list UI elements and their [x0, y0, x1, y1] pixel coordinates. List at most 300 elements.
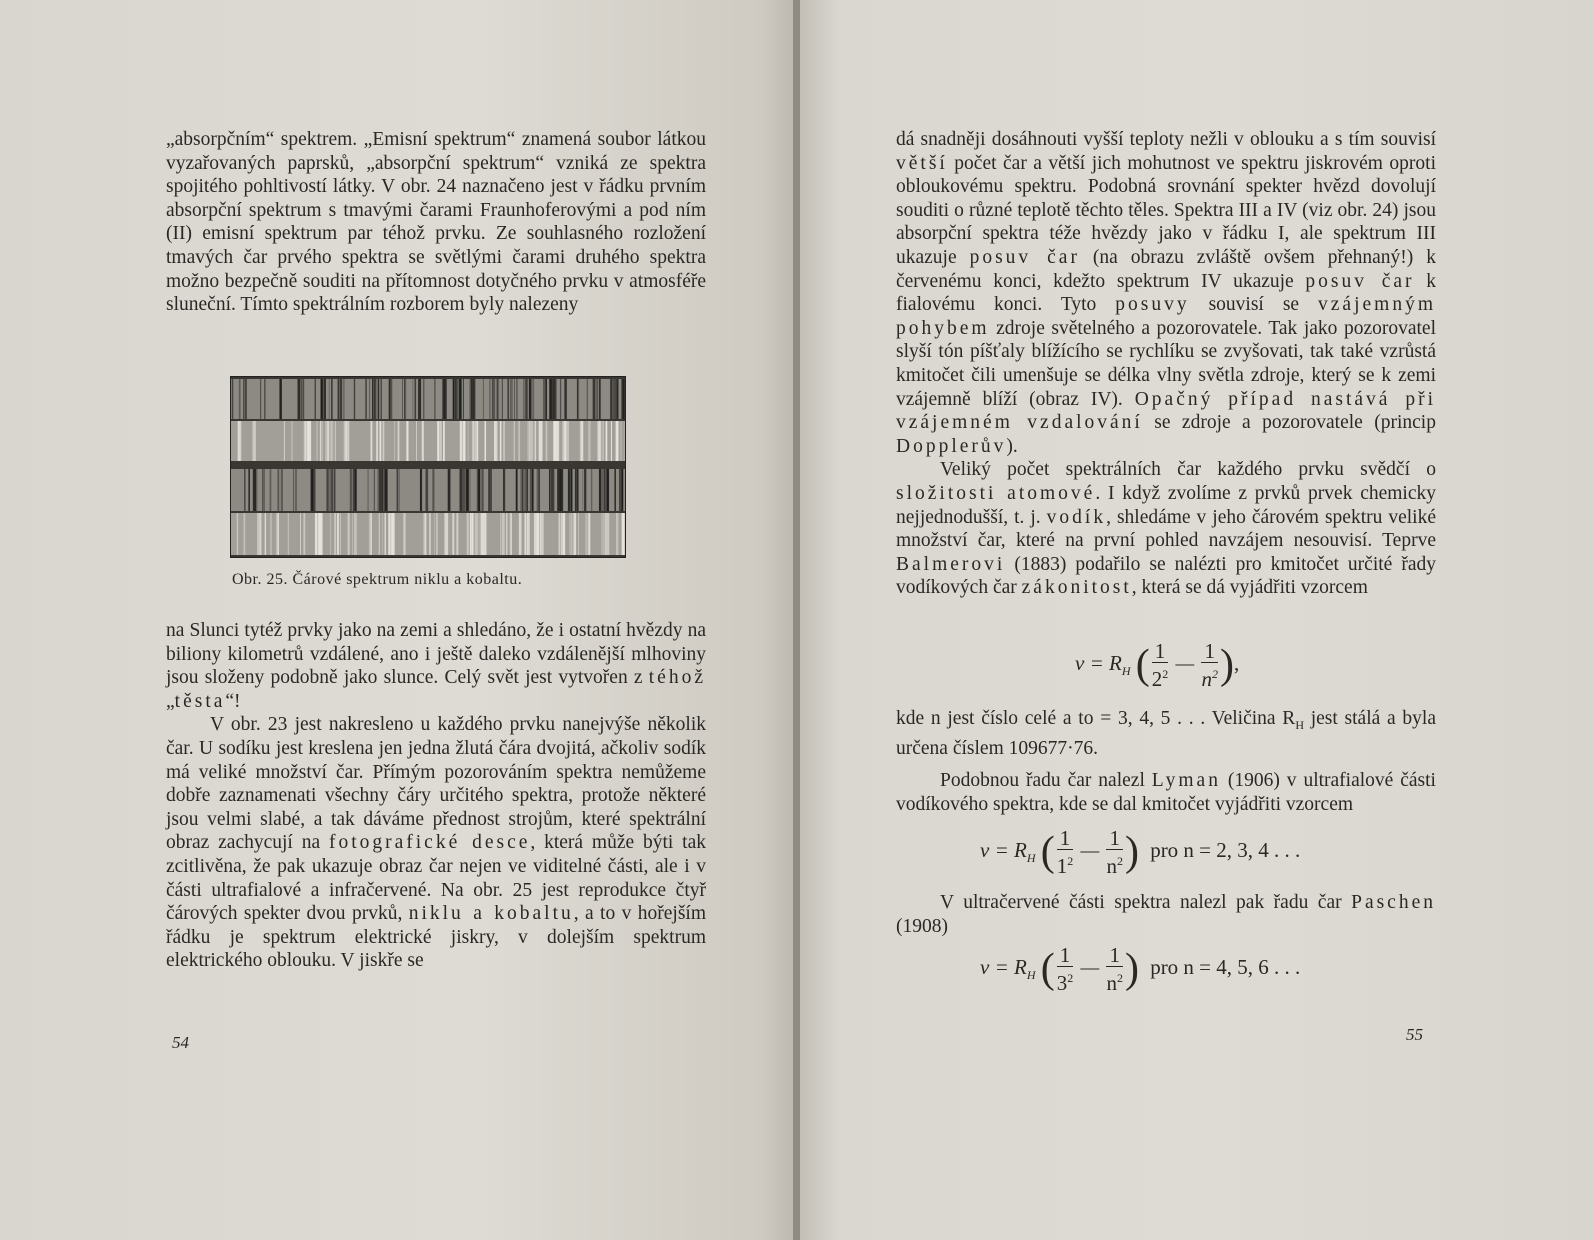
text: , a to v hořejším řádku je spektrum elektrické jiskry, v dolejším spektrum elektrického oblouku. V jiskře se — [166, 903, 706, 972]
spectrum-line — [414, 379, 416, 419]
spectrum-line — [617, 513, 619, 555]
paragraph — [166, 713, 706, 973]
spectrum-line — [423, 379, 424, 419]
spectrum-line — [511, 379, 513, 419]
spectrum-line — [388, 513, 389, 555]
spectrum-line — [253, 469, 255, 511]
formula-subscript: H — [1026, 851, 1036, 865]
spectrum-line — [470, 513, 471, 555]
spectrum-line — [551, 379, 553, 419]
spectrum-line — [413, 379, 414, 419]
spectrum-line — [556, 421, 557, 461]
figure-caption: Obr. 25. Čárové spektrum niklu a kobaltu. — [232, 571, 523, 588]
book-gutter — [793, 0, 800, 1240]
right-text-2 — [896, 707, 1436, 816]
spectrum-line — [531, 469, 532, 511]
spectrum-line — [475, 421, 477, 461]
spectrum-line — [481, 513, 483, 555]
spaced-text: niklu a kobaltu — [408, 903, 574, 925]
spectrum-line — [606, 421, 607, 461]
spectrum-line — [322, 379, 323, 419]
spectrum-line — [350, 469, 352, 511]
spectrum-line — [255, 421, 256, 461]
spectrum-line — [330, 513, 331, 555]
spectrum-line — [621, 379, 622, 419]
spectrum-line — [303, 513, 305, 555]
spectrum-line — [577, 469, 579, 511]
spectrum-line — [461, 379, 462, 419]
spectrum-line — [399, 469, 400, 511]
spectrum-line — [379, 469, 380, 511]
spectrum-line — [506, 513, 507, 555]
spectrum-line — [260, 379, 261, 419]
numerator: 1 — [1106, 827, 1123, 850]
text: kde n jest číslo celé a to = 3, 4, 5 . . . Veličina R — [896, 708, 1296, 729]
numerator: 1 — [1057, 944, 1074, 967]
spectrum-line — [472, 513, 474, 555]
text: (na obrazu zvláště ovšem přehnaný!) k červenému konci, kdežto spektrum IV ukazuje — [896, 246, 1436, 292]
spectrum-line — [352, 513, 353, 555]
spectrum-line — [604, 513, 605, 555]
spectrum-line — [426, 469, 428, 511]
spectrum-line — [402, 379, 403, 419]
spectrum-line — [618, 421, 619, 461]
spectrum-line — [562, 421, 564, 461]
spectrum-line — [489, 379, 490, 419]
spectrum-line — [419, 379, 421, 419]
formula-tail: pro n = 4, 5, 6 . . . — [1150, 954, 1301, 979]
spectrum-line — [604, 469, 606, 511]
spectrum-line — [470, 379, 471, 419]
spectrum-line — [561, 513, 563, 555]
spectrum-line — [535, 421, 536, 461]
spectrum-line — [243, 379, 244, 419]
spectrum-line — [488, 469, 490, 511]
spectrum-line — [260, 513, 261, 555]
paren: ) — [1219, 642, 1234, 688]
spectrum-line — [561, 513, 562, 555]
spectrum-line — [584, 469, 586, 511]
spectrum-line — [355, 469, 357, 511]
paren: ( — [1040, 829, 1055, 875]
spectrum-line — [564, 513, 565, 555]
spectrum-line — [460, 469, 462, 511]
spectrum-line — [263, 469, 265, 511]
spectrum-line — [478, 469, 479, 511]
spectrum-line — [264, 379, 266, 419]
denominator: $n^2$ — [1106, 854, 1123, 878]
spectrum-line — [588, 513, 590, 555]
spectrum-line — [469, 469, 470, 511]
spectrum-line — [354, 379, 355, 419]
spectrum-line — [463, 379, 464, 419]
spectrum-line — [500, 421, 501, 461]
spectrum-line — [321, 513, 323, 555]
spectrum-line — [485, 513, 487, 555]
spectrum-line — [281, 379, 282, 419]
spectrum-line — [331, 379, 332, 419]
spectrum-line — [293, 469, 294, 511]
spectrum-line — [425, 513, 426, 555]
spectrum-line — [284, 421, 285, 461]
paragraph: „absorpčním“ spektrem. „Emisní spektrum“ znamená soubor látkou vyzařovaných paprsků, „absorpční spektrum“ vzniká ze spektra spojitého pohltivostí látky. V obr. 24 naznačeno jest v řádku prvním absorpční spektrum s tmavými čarami Fraunhoferovými a pod ním (II) emisní spektrum par téhož prvku. Ze souhlasného rozložení tmavých čar prvého spektra se světlými čarami druhého spektra možno bezpečně souditi na přítomnost dotyčného prvku v atmosféře sluneční. Tímto spektrálním rozborem byly nalezeny — [166, 129, 706, 316]
text: ). — [1006, 435, 1018, 457]
spectrum-line — [510, 379, 511, 419]
paragraph — [166, 619, 706, 713]
text: zdroje světelného a pozorovatele. Tak jako pozorovatel slyší tón píšťaly blížícího se rychlíku se zvyšovati, tak také vzrůstá kmitočet čili umenšuje se délka vlny světla zdroje, který se k zemi vzájemně blíží (obraz IV). — [896, 317, 1436, 410]
formula-lhs: ν = R — [1075, 650, 1122, 675]
spaced-text: posuv čar — [1305, 270, 1415, 292]
spectrum-line — [448, 469, 450, 511]
spectrum-line — [378, 379, 379, 419]
spectrum-line — [335, 421, 336, 461]
spectrum-line — [594, 379, 595, 419]
spectrum-line — [601, 513, 602, 555]
spectrum-line — [538, 513, 540, 555]
spectrum-line — [434, 379, 435, 419]
spectrum-line — [271, 513, 272, 555]
paren: ( — [1040, 946, 1055, 992]
spectrum-line — [516, 469, 517, 511]
spectrum-line — [596, 379, 597, 419]
spectrum-line — [473, 421, 474, 461]
spectrum-line — [331, 421, 332, 461]
denominator: $n^2$ — [1106, 971, 1123, 995]
spectrum-line — [605, 513, 606, 555]
spectrum-line — [300, 513, 301, 555]
page-number: 55 — [1406, 1025, 1423, 1044]
spectrum-line — [540, 513, 541, 555]
spectrum-line — [467, 513, 469, 555]
spectrum-line — [483, 513, 485, 555]
spectrum-line — [309, 421, 311, 461]
spectrum-line — [420, 469, 422, 511]
spectrum-line — [477, 469, 478, 511]
spectrum-line — [481, 469, 483, 511]
spectrum-line — [337, 513, 339, 555]
right-text — [896, 128, 1436, 600]
paragraph — [896, 458, 1436, 600]
spectrum-line — [480, 513, 481, 555]
paragraph — [896, 707, 1436, 761]
spectrum-line — [490, 469, 492, 511]
spaced-text: složitosti atomové — [896, 482, 1096, 504]
spectrum-line — [278, 513, 279, 555]
numerator: 1 — [1057, 827, 1074, 850]
spectrum-line — [374, 469, 375, 511]
spectrum-line — [503, 421, 504, 461]
spectrum-line — [457, 379, 458, 419]
spectrum-line — [516, 379, 517, 419]
spectrum-line — [322, 421, 323, 461]
spectrum-line — [574, 513, 576, 555]
spectrum-line — [288, 513, 289, 555]
spectrum-line — [565, 379, 567, 419]
formula-lhs: ν = R — [980, 837, 1027, 862]
spectrum-line — [232, 379, 233, 419]
spectrum-line — [568, 421, 569, 461]
spectrum-line — [340, 379, 342, 419]
formula-lhs: ν = R — [980, 954, 1027, 979]
spectrum-line — [575, 469, 576, 511]
spectrum-line — [295, 469, 296, 511]
spectrum-line — [463, 421, 464, 461]
spectrum-line — [543, 379, 545, 419]
spaced-text: vzájemným pohybem — [896, 294, 1436, 339]
spectrum-line — [389, 379, 391, 419]
spectrum-line — [353, 469, 355, 511]
spectrum-line — [238, 421, 239, 461]
text: . I když zvolíme z prvků prvek chemicky nejjednodušší, t. j. — [896, 482, 1436, 528]
spectrum-line — [344, 379, 345, 419]
spectrum-line — [327, 469, 328, 511]
spectrum-line — [603, 421, 604, 461]
formula-tail: , — [1233, 650, 1240, 675]
denominator: $1^2$ — [1056, 854, 1074, 878]
denominator: $2^2$ — [1151, 667, 1169, 691]
spectrum-line — [597, 421, 599, 461]
spectrum-line — [526, 513, 528, 555]
spectrum-line — [394, 421, 395, 461]
spectrum-line — [569, 469, 570, 511]
spectrum-line — [244, 513, 246, 555]
spectrum-line — [578, 513, 579, 555]
spectrum-line — [383, 421, 385, 461]
spectrum-line — [530, 469, 531, 511]
text: , která se dá vyjádřiti vzorcem — [1131, 577, 1368, 599]
paren: ) — [1124, 946, 1139, 992]
spectrum-line — [375, 379, 377, 419]
spectrum-line — [252, 421, 254, 461]
spectrum-line — [571, 513, 572, 555]
spectrum-line — [538, 469, 540, 511]
spectrum-line — [406, 421, 408, 461]
spectrum-line — [583, 469, 584, 511]
spectrum-line — [257, 513, 259, 555]
spectrum-line — [624, 379, 625, 419]
spectrum-line — [468, 421, 469, 461]
spectrum-line — [484, 421, 486, 461]
spectrum-line — [529, 421, 530, 461]
spectrum-line — [500, 513, 501, 555]
spectrum-line — [324, 379, 326, 419]
spectrum-line — [494, 421, 495, 461]
spectrum-line — [541, 513, 543, 555]
spectrum-line — [302, 379, 303, 419]
spectrum-line — [425, 469, 426, 511]
spectrum-line — [303, 379, 304, 419]
spectrum-line — [508, 379, 509, 419]
spectrum-line — [621, 469, 623, 511]
numerator: 1 — [1106, 944, 1123, 967]
spectrum-line — [535, 513, 537, 555]
spectrum-line — [492, 379, 494, 419]
spectrum-line — [534, 421, 536, 461]
spectrum-line — [522, 469, 523, 511]
spectrum-line — [380, 421, 381, 461]
spectrum-line — [381, 469, 383, 511]
text: počet čar a větší jich mohutnost ve spektru jiskrovém oproti obloukovému spektru. Podobná srovnání spekter hvězd dovolují souditi o různé teplotě těchto těles. Spektra III a IV (viz obr. 24) jsou absorpční spektra téže hvězdy jako v řádku I, ale spektrum III ukazuje — [896, 152, 1436, 268]
spectrum-line — [432, 469, 434, 511]
spectrum-line — [416, 421, 417, 461]
spectrum-line — [237, 513, 238, 555]
spectrum-line — [541, 421, 543, 461]
spectrum-line — [553, 469, 555, 511]
spectrum-line — [277, 513, 278, 555]
spectrum-line — [386, 469, 388, 511]
paren: ) — [1124, 829, 1139, 875]
spectrum-line — [382, 513, 383, 555]
spectrum-line — [370, 421, 372, 461]
spectrum-line — [316, 513, 317, 555]
text: Veliký počet spektrálních čar každého prvku svědčí o — [940, 459, 1436, 481]
spectrum-line — [473, 379, 475, 419]
spaced-text: Lyman — [1151, 770, 1221, 792]
spectrum-line — [440, 421, 442, 461]
spectrum-line — [527, 421, 529, 461]
spectrum-line — [475, 513, 477, 555]
paren: ( — [1135, 642, 1150, 688]
text: , která může býti tak zcitlivěna, že pak ukazuje obraz čar nejen ve viditelné části, ale i v části ultrafialové a infračervené. Na obr. 25 jest reprodukce čtyř čárových spekter dvou prvků, — [166, 832, 706, 925]
spectrum-line — [436, 513, 438, 555]
spectrum-line — [560, 379, 561, 419]
spectrum-line — [356, 513, 357, 555]
spectrum-line — [327, 421, 329, 461]
spectrum-line — [520, 513, 521, 555]
spectrum-line — [532, 379, 534, 419]
spectrum-line — [325, 421, 326, 461]
spectrum-figure — [230, 376, 626, 558]
spectrum-line — [503, 469, 505, 511]
spectrum-line — [446, 513, 448, 555]
spectrum-line — [514, 421, 515, 461]
spectrum-line — [614, 379, 616, 419]
spectrum-line — [523, 379, 524, 419]
spectrum-line — [373, 379, 375, 419]
paragraph — [896, 128, 1436, 458]
text: jest stálá a byla určena číslem 109677·76. — [896, 708, 1436, 760]
spectrum-line — [615, 469, 616, 511]
spectrum-line — [511, 513, 512, 555]
text: (1906) v ultrafialové části vodíkového spektra, kde se dal kmitočet vyjádřiti vzorcem — [896, 770, 1436, 815]
spectrum-line — [518, 421, 520, 461]
spectrum-line — [607, 513, 609, 555]
spectrum-line — [299, 379, 300, 419]
spectrum-line — [531, 421, 533, 461]
spectrum-line — [454, 379, 456, 419]
spaced-text: těsta — [174, 690, 226, 712]
spectrum-line — [565, 421, 567, 461]
spectrum-line — [525, 379, 526, 419]
spaced-text: Paschen — [1351, 892, 1436, 913]
spectrum-line — [462, 469, 463, 511]
spectrum-line — [599, 379, 601, 419]
text: „ — [166, 690, 175, 712]
spectrum-line — [537, 469, 538, 511]
spectrum-line — [620, 421, 621, 461]
spectrum-line — [520, 469, 522, 511]
spectrum-line — [457, 513, 458, 555]
spectrum-line — [315, 379, 316, 419]
left-text-top — [166, 128, 706, 317]
text: (1883) podařilo se nalézti pro kmitočet určité řady vodíkových čar — [896, 553, 1436, 599]
spectrum-line — [391, 513, 392, 555]
fraction — [1057, 827, 1074, 877]
fraction — [1152, 640, 1169, 690]
spectrum-line — [312, 469, 313, 511]
spectrum-line — [248, 469, 250, 511]
spectrum-line — [300, 379, 301, 419]
spectrum-line — [587, 379, 588, 419]
spectrum-line — [445, 513, 446, 555]
spectrum-line — [494, 379, 495, 419]
spectrum-line — [348, 421, 349, 461]
spectrum-line — [497, 379, 499, 419]
spectrum-line — [332, 469, 333, 511]
spectrum-line — [244, 469, 245, 511]
spectrum-line — [611, 379, 613, 419]
spectrum-line — [404, 379, 406, 419]
spectrum-line — [549, 469, 550, 511]
spectrum-line — [503, 513, 505, 555]
balmer-formula: $\nu = R_H$ ( $\frac{1}{2^2}$ — $\frac{1}{n^2}$ ), — [1075, 639, 1240, 691]
text: Podobnou řadu čar nalezl — [940, 770, 1152, 792]
spectrum-line — [527, 469, 528, 511]
spectrum-line — [529, 379, 531, 419]
spectrum-line — [330, 469, 332, 511]
spectrum-line — [476, 513, 478, 555]
spectrum-line — [434, 513, 435, 555]
spaced-text: téhož — [648, 667, 706, 689]
numerator: 1 — [1152, 640, 1169, 663]
spectrum-line — [597, 379, 598, 419]
spectrum-line — [381, 379, 382, 419]
left-page — [0, 0, 793, 1240]
spectrum-line — [601, 469, 602, 511]
spectrum-line — [545, 379, 547, 419]
spectrum-line — [394, 513, 395, 555]
spaced-text: vodík — [1046, 506, 1107, 528]
spaced-text: posuv čar — [969, 246, 1080, 268]
spectrum-line — [314, 469, 315, 511]
formula-subscript: H — [1121, 664, 1131, 678]
spectrum-line — [546, 421, 547, 461]
spectrum-line — [327, 469, 329, 511]
spectrum-line — [344, 421, 345, 461]
left-text-bottom — [166, 619, 706, 973]
base: n — [1201, 667, 1212, 691]
spectrum-line — [334, 513, 335, 555]
spectrum-line — [391, 379, 392, 419]
spectrum-line — [551, 469, 552, 511]
spectrum-line — [453, 513, 455, 555]
spectrum-line — [369, 379, 370, 419]
spectrum-line — [514, 379, 515, 419]
spectrum-line — [262, 469, 263, 511]
spectrum-line — [453, 379, 454, 419]
spectrum-line — [554, 379, 556, 419]
spectrum-line — [524, 469, 526, 511]
spectrum-line — [238, 421, 239, 461]
spectrum-line — [445, 379, 447, 419]
text: dá snadněji dosáhnouti vyšší teploty nežli v oblouku a s tím souvisí — [896, 129, 1436, 150]
text: na Slunci tytéž prvky jako na zemi a shledáno, že i ostatní hvězdy na biliony kilometrů vzdálené, ano i ještě daleko vzdálenější mlhoviny jsou složeny podobně jako slunce. Celý svět jest vytvořen z — [166, 620, 706, 689]
spectrum-line — [372, 379, 373, 419]
spectrum-line — [526, 379, 527, 419]
fraction — [1201, 640, 1218, 690]
spectrum-line — [460, 421, 462, 461]
spectrum-line — [397, 469, 399, 511]
